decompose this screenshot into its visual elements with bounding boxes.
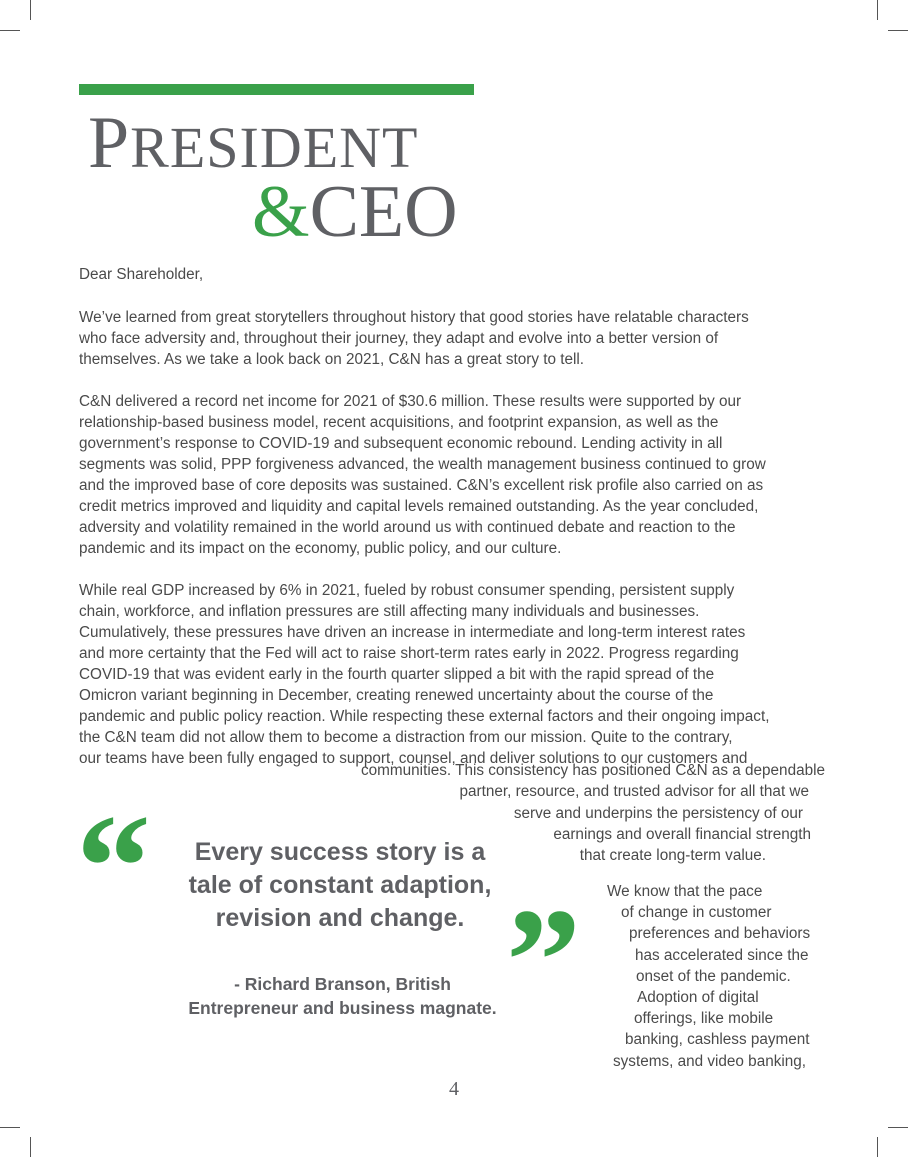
text-line: adversity and volatility remained in the world around us with continued debate and reaction to the bbox=[79, 519, 736, 536]
text-line: Cumulatively, these pressures have driven an increase in intermediate and long-term interest rates bbox=[79, 624, 746, 641]
crop-mark bbox=[0, 1127, 20, 1128]
page-title-president: PRESIDENT bbox=[88, 102, 419, 184]
text-line: earnings and overall financial strength bbox=[553, 825, 811, 843]
crop-mark bbox=[30, 1137, 31, 1157]
text-line: Omicron variant beginning in December, creating renewed uncertainty about the course of the bbox=[79, 687, 714, 704]
text-line: and more certainty that the Fed will act to raise short-term rates early in 2022. Progress regarding bbox=[79, 645, 739, 662]
text-line: pandemic and public policy reaction. While respecting these external factors and their ongoing impact, bbox=[79, 708, 770, 725]
text-line: We’ve learned from great storytellers throughout history that good stories have relatable characters bbox=[79, 309, 749, 326]
text-line: offerings, like mobile bbox=[634, 1010, 774, 1028]
text-line: our teams have been fully engaged to support, counsel, and deliver solutions to our customers and bbox=[79, 750, 748, 767]
quote-attribution: - Richard Branson, British Entrepreneur and business magnate. bbox=[188, 974, 497, 1018]
text-line: government’s response to COVID-19 and subsequent economic rebound. Lending activity in all bbox=[79, 435, 723, 452]
title-accent-bar bbox=[79, 84, 474, 95]
text-line: has accelerated since the bbox=[635, 946, 809, 964]
text-line: communities. This consistency has positioned C&N as a dependable bbox=[361, 762, 825, 779]
letter-paragraph bbox=[79, 391, 839, 559]
text-line: onset of the pandemic. bbox=[636, 967, 791, 985]
text-line: of change in customer bbox=[621, 904, 772, 922]
salutation: Dear Shareholder, bbox=[79, 266, 204, 283]
crop-mark bbox=[30, 0, 31, 20]
text-line: COVID-19 that was evident early in the fourth quarter slipped a bit with the rapid spread of the bbox=[79, 666, 715, 683]
text-line: partner, resource, and trusted advisor for all that we bbox=[459, 783, 809, 801]
text-line: Adoption of digital bbox=[637, 989, 759, 1006]
text-line: themselves. As we take a look back on 2021, C&N has a great story to tell. bbox=[79, 351, 585, 368]
text-line: banking, cashless payment bbox=[625, 1031, 810, 1049]
crop-mark bbox=[888, 1127, 908, 1128]
page-number: 4 bbox=[449, 1078, 459, 1100]
letter-body bbox=[79, 307, 839, 790]
letter-paragraph bbox=[79, 580, 839, 769]
text-line: We know that the pace bbox=[607, 883, 763, 900]
text-line: and the improved base of core deposits was sustained. C&N’s excellent risk profile also carried on as bbox=[79, 477, 764, 494]
text-line: While real GDP increased by 6% in 2021, fueled by robust consumer spending, persistent supply bbox=[79, 582, 735, 599]
text-line: segments was solid, PPP forgiveness advanced, the wealth management business continued to grow bbox=[79, 456, 766, 473]
text-line: who face adversity and, throughout their journey, they adapt and evolve into a better version of bbox=[79, 330, 719, 347]
crop-mark bbox=[877, 1137, 878, 1157]
ampersand: & bbox=[252, 171, 310, 253]
text-line: relationship-based business model, recent acquisitions, and footprint expansion, as well as the bbox=[79, 414, 719, 431]
text-line: the C&N team did not allow them to become a distraction from our mission. Quite to the contrary, bbox=[79, 729, 733, 746]
pull-quote: Every success story is a tale of constant adaption, revision and change. bbox=[188, 838, 492, 932]
text-line: serve and underpins the persistency of our bbox=[513, 804, 803, 822]
open-quote-mark: “ bbox=[76, 784, 151, 950]
letter-paragraph bbox=[79, 307, 839, 370]
text-line: C&N delivered a record net income for 2021 of $30.6 million. These results were supported by our bbox=[79, 393, 742, 410]
text-line: credit metrics improved and liquidity and capital levels remained outstanding. As the year concluded, bbox=[79, 498, 759, 515]
crop-mark bbox=[0, 30, 20, 31]
crop-mark bbox=[888, 30, 908, 31]
page-title-ceo: &CEO bbox=[252, 171, 458, 253]
text-line: that create long-term value. bbox=[579, 847, 766, 865]
close-quote-mark: ” bbox=[506, 878, 581, 1044]
text-line: preferences and behaviors bbox=[629, 925, 811, 943]
text-line: systems, and video banking, bbox=[613, 1052, 807, 1070]
text-line: pandemic and its impact on the economy, public policy, and our culture. bbox=[79, 540, 562, 557]
text-line: chain, workforce, and inflation pressures are still affecting many individuals and businesses. bbox=[79, 603, 700, 620]
crop-mark bbox=[877, 0, 878, 20]
